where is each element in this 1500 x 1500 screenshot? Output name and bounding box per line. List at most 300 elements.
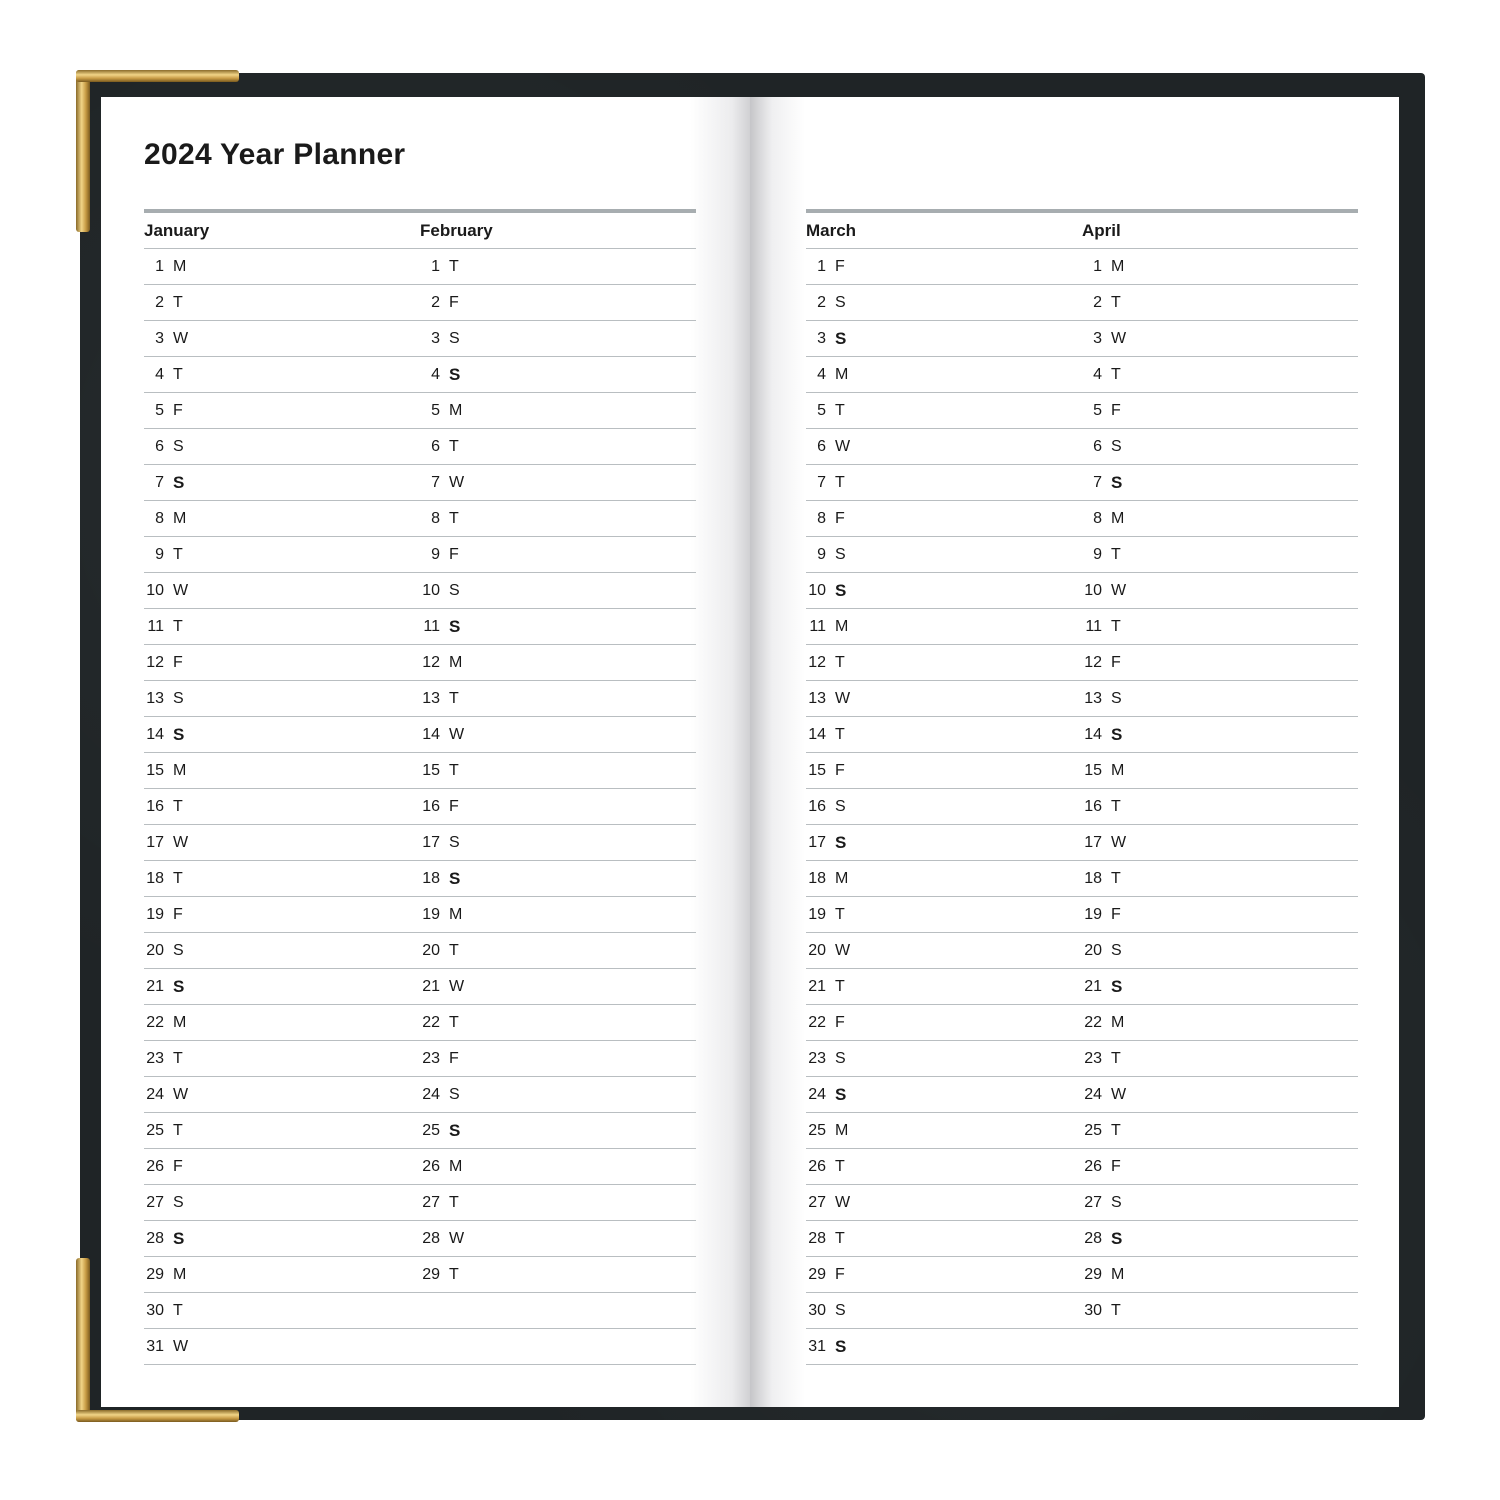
day-cell — [144, 573, 420, 608]
day-row — [144, 681, 696, 717]
day-cell — [144, 645, 420, 680]
day-number: 4 — [817, 366, 826, 383]
weekday-letter: W — [449, 474, 465, 491]
day-number: 23 — [146, 1050, 164, 1067]
weekday-letter: T — [835, 906, 845, 923]
day-row — [806, 789, 1358, 825]
weekday-letter: W — [835, 1194, 851, 1211]
weekday-letter: M — [1111, 258, 1125, 275]
day-number: 18 — [146, 870, 164, 887]
weekday-letter: T — [1111, 1122, 1121, 1139]
day-number: 31 — [808, 1338, 826, 1355]
weekday-letter: S — [449, 617, 461, 636]
weekday-letter: W — [1111, 582, 1127, 599]
day-number: 21 — [808, 978, 826, 995]
day-number: 17 — [808, 834, 826, 851]
day-cell — [144, 789, 420, 824]
day-cell — [1082, 1149, 1358, 1184]
day-cell — [144, 1257, 420, 1292]
day-row — [144, 501, 696, 537]
day-cell — [144, 897, 420, 932]
day-number: 31 — [146, 1338, 164, 1355]
day-cell — [420, 1005, 696, 1040]
day-number: 29 — [1084, 1266, 1102, 1283]
day-row — [806, 1221, 1358, 1257]
gutter-shadow — [690, 97, 750, 1407]
day-row — [144, 717, 696, 753]
day-row — [806, 681, 1358, 717]
day-cell — [1082, 465, 1358, 500]
weekday-letter: F — [173, 906, 183, 923]
day-number: 3 — [155, 330, 164, 347]
day-number: 19 — [146, 906, 164, 923]
day-cell — [144, 285, 420, 320]
day-number: 13 — [422, 690, 440, 707]
day-number: 29 — [808, 1266, 826, 1283]
day-cell — [1082, 393, 1358, 428]
day-number: 4 — [155, 366, 164, 383]
day-number: 14 — [808, 726, 826, 743]
day-number: 1 — [1093, 258, 1102, 275]
day-cell — [806, 285, 1082, 320]
day-number: 26 — [146, 1158, 164, 1175]
day-number: 20 — [808, 942, 826, 959]
day-cell — [420, 1185, 696, 1220]
weekday-letter: S — [835, 1050, 846, 1067]
day-number: 2 — [1093, 294, 1102, 311]
day-row — [806, 1329, 1358, 1365]
day-cell — [1082, 1077, 1358, 1112]
weekday-letter: M — [835, 618, 849, 635]
day-number: 24 — [1084, 1086, 1102, 1103]
day-number: 6 — [1093, 438, 1102, 455]
day-number: 12 — [808, 654, 826, 671]
day-row — [806, 1113, 1358, 1149]
day-cell — [420, 537, 696, 572]
page-title: 2024 Year Planner — [144, 138, 406, 171]
day-cell — [144, 537, 420, 572]
month-name: January — [144, 221, 210, 240]
day-cell — [806, 969, 1082, 1004]
weekday-letter: S — [1111, 725, 1123, 744]
weekday-letter: S — [1111, 1194, 1122, 1211]
day-number: 5 — [1093, 402, 1102, 419]
day-number: 8 — [1093, 510, 1102, 527]
day-number: 7 — [431, 474, 440, 491]
day-cell — [420, 681, 696, 716]
day-row — [144, 645, 696, 681]
day-number: 22 — [808, 1014, 826, 1031]
weekday-letter: F — [835, 1014, 845, 1031]
day-row — [144, 321, 696, 357]
day-cell — [806, 645, 1082, 680]
day-number: 17 — [422, 834, 440, 851]
weekday-letter: S — [449, 1086, 460, 1103]
day-row — [144, 1149, 696, 1185]
day-number: 8 — [155, 510, 164, 527]
weekday-letter: S — [449, 582, 460, 599]
day-row — [144, 1185, 696, 1221]
day-number: 16 — [146, 798, 164, 815]
day-number: 25 — [808, 1122, 826, 1139]
day-cell — [1082, 645, 1358, 680]
day-cell — [144, 861, 420, 896]
day-row — [144, 249, 696, 285]
weekday-letter: S — [835, 1085, 847, 1104]
weekday-letter: M — [835, 366, 849, 383]
day-row — [144, 357, 696, 393]
weekday-letter: T — [835, 474, 845, 491]
day-cell — [1082, 717, 1358, 752]
day-row — [806, 861, 1358, 897]
day-cell — [420, 1257, 696, 1292]
day-cell — [1082, 1005, 1358, 1040]
day-row — [806, 753, 1358, 789]
weekday-letter: S — [173, 725, 185, 744]
weekday-letter: S — [835, 798, 846, 815]
day-cell — [806, 1005, 1082, 1040]
weekday-letter: F — [1111, 654, 1121, 671]
weekday-letter: T — [1111, 294, 1121, 311]
weekday-letter: M — [449, 654, 463, 671]
weekday-letter: M — [449, 1158, 463, 1175]
day-number: 28 — [422, 1230, 440, 1247]
weekday-letter: S — [449, 869, 461, 888]
day-number: 26 — [1084, 1158, 1102, 1175]
day-row — [144, 1221, 696, 1257]
weekday-letter: T — [173, 366, 183, 383]
day-number: 24 — [146, 1086, 164, 1103]
weekday-letter: F — [1111, 402, 1121, 419]
day-cell — [420, 969, 696, 1004]
day-row — [144, 933, 696, 969]
day-cell — [806, 321, 1082, 356]
day-row — [806, 1293, 1358, 1329]
weekday-letter: S — [449, 330, 460, 347]
weekday-letter: W — [449, 978, 465, 995]
day-number: 4 — [1093, 366, 1102, 383]
weekday-letter: T — [173, 618, 183, 635]
day-number: 19 — [808, 906, 826, 923]
day-number: 11 — [423, 618, 440, 635]
weekday-letter: M — [173, 1266, 187, 1283]
right-month-table — [806, 209, 1358, 1365]
day-number: 5 — [155, 402, 164, 419]
day-row — [144, 609, 696, 645]
weekday-letter: S — [835, 581, 847, 600]
weekday-letter: T — [449, 1194, 459, 1211]
day-number: 27 — [146, 1194, 164, 1211]
day-number: 6 — [817, 438, 826, 455]
day-number: 16 — [808, 798, 826, 815]
weekday-letter: T — [835, 978, 845, 995]
day-row — [806, 1005, 1358, 1041]
day-number: 2 — [431, 294, 440, 311]
day-cell — [420, 753, 696, 788]
day-row — [144, 789, 696, 825]
weekday-letter: T — [835, 654, 845, 671]
day-number: 3 — [1093, 330, 1102, 347]
day-row — [144, 897, 696, 933]
day-number: 11 — [1085, 618, 1102, 635]
day-cell — [144, 717, 420, 752]
day-number: 10 — [808, 582, 826, 599]
day-number: 25 — [1084, 1122, 1102, 1139]
day-number: 16 — [1084, 798, 1102, 815]
day-cell — [806, 465, 1082, 500]
day-number: 7 — [817, 474, 826, 491]
day-number: 28 — [1084, 1230, 1102, 1247]
day-row — [806, 285, 1358, 321]
day-cell — [144, 429, 420, 464]
day-cell — [1082, 1113, 1358, 1148]
weekday-letter: W — [173, 1086, 189, 1103]
day-cell — [420, 1113, 696, 1148]
day-cell — [420, 609, 696, 644]
day-number: 25 — [146, 1122, 164, 1139]
day-cell — [144, 933, 420, 968]
weekday-letter: T — [173, 294, 183, 311]
day-cell — [144, 249, 420, 284]
weekday-letter: T — [1111, 798, 1121, 815]
day-row — [144, 1293, 696, 1329]
day-number: 3 — [431, 330, 440, 347]
day-number: 10 — [1084, 582, 1102, 599]
day-number: 29 — [146, 1266, 164, 1283]
day-cell — [806, 681, 1082, 716]
day-cell — [1082, 1257, 1358, 1292]
weekday-letter: T — [173, 1302, 183, 1319]
weekday-letter: S — [1111, 942, 1122, 959]
weekday-letter: T — [449, 258, 459, 275]
weekday-letter: M — [1111, 1014, 1125, 1031]
weekday-letter: M — [1111, 1266, 1125, 1283]
weekday-letter: T — [1111, 618, 1121, 635]
day-number: 14 — [1084, 726, 1102, 743]
day-number: 11 — [147, 618, 164, 635]
weekday-letter: M — [173, 762, 187, 779]
day-cell — [806, 753, 1082, 788]
day-number: 4 — [431, 366, 440, 383]
day-cell — [144, 825, 420, 860]
day-number: 18 — [808, 870, 826, 887]
day-cell — [806, 1041, 1082, 1076]
day-number: 15 — [1084, 762, 1102, 779]
weekday-letter: S — [835, 546, 846, 563]
day-row — [806, 1257, 1358, 1293]
weekday-letter: S — [835, 329, 847, 348]
month-header-row — [144, 213, 696, 249]
day-row — [806, 825, 1358, 861]
day-row — [806, 249, 1358, 285]
weekday-letter: F — [835, 258, 845, 275]
day-number: 13 — [808, 690, 826, 707]
weekday-letter: W — [1111, 330, 1127, 347]
day-number: 21 — [1084, 978, 1102, 995]
day-cell — [806, 861, 1082, 896]
weekday-letter: S — [1111, 690, 1122, 707]
day-cell — [144, 1077, 420, 1112]
weekday-letter: T — [1111, 366, 1121, 383]
day-row — [806, 897, 1358, 933]
day-row — [144, 429, 696, 465]
day-cell — [1082, 1329, 1358, 1364]
day-number: 27 — [1084, 1194, 1102, 1211]
day-cell — [420, 357, 696, 392]
day-row — [144, 573, 696, 609]
day-number: 6 — [431, 438, 440, 455]
day-number: 20 — [422, 942, 440, 959]
day-cell — [420, 933, 696, 968]
day-row — [144, 393, 696, 429]
day-cell — [1082, 681, 1358, 716]
day-row — [144, 1113, 696, 1149]
day-number: 27 — [808, 1194, 826, 1211]
day-number: 15 — [422, 762, 440, 779]
day-number: 22 — [146, 1014, 164, 1031]
day-cell — [1082, 789, 1358, 824]
day-number: 19 — [1084, 906, 1102, 923]
day-cell — [806, 357, 1082, 392]
day-cell — [420, 429, 696, 464]
day-number: 12 — [422, 654, 440, 671]
day-number: 30 — [808, 1302, 826, 1319]
day-cell — [420, 1293, 696, 1328]
weekday-letter: F — [449, 294, 459, 311]
weekday-letter: T — [173, 1122, 183, 1139]
day-row — [144, 861, 696, 897]
day-number: 28 — [146, 1230, 164, 1247]
day-number: 1 — [431, 258, 440, 275]
weekday-letter: W — [173, 330, 189, 347]
day-row — [144, 969, 696, 1005]
day-cell — [420, 1329, 696, 1364]
weekday-letter: S — [449, 365, 461, 384]
weekday-letter: M — [1111, 762, 1125, 779]
weekday-letter: W — [173, 1338, 189, 1355]
day-cell — [1082, 1185, 1358, 1220]
day-cell — [1082, 933, 1358, 968]
day-row — [806, 609, 1358, 645]
day-number: 8 — [431, 510, 440, 527]
day-number: 6 — [155, 438, 164, 455]
day-row — [144, 1077, 696, 1113]
weekday-letter: T — [1111, 1302, 1121, 1319]
weekday-letter: F — [173, 1158, 183, 1175]
day-row — [806, 969, 1358, 1005]
day-number: 7 — [155, 474, 164, 491]
day-number: 15 — [808, 762, 826, 779]
weekday-letter: W — [835, 438, 851, 455]
day-number: 8 — [817, 510, 826, 527]
day-cell — [806, 717, 1082, 752]
day-number: 12 — [1084, 654, 1102, 671]
day-row — [806, 393, 1358, 429]
weekday-letter: T — [449, 942, 459, 959]
day-number: 9 — [155, 546, 164, 563]
weekday-letter: F — [835, 762, 845, 779]
day-row — [806, 465, 1358, 501]
day-number: 9 — [817, 546, 826, 563]
day-number: 2 — [817, 294, 826, 311]
weekday-letter: T — [173, 1050, 183, 1067]
day-number: 14 — [422, 726, 440, 743]
weekday-letter: T — [835, 402, 845, 419]
day-row — [806, 1185, 1358, 1221]
day-number: 13 — [1084, 690, 1102, 707]
day-cell — [420, 789, 696, 824]
weekday-letter: F — [449, 1050, 459, 1067]
day-number: 23 — [422, 1050, 440, 1067]
weekday-letter: S — [1111, 977, 1123, 996]
day-number: 21 — [422, 978, 440, 995]
day-number: 10 — [422, 582, 440, 599]
day-cell — [806, 1149, 1082, 1184]
day-row — [806, 933, 1358, 969]
day-cell — [1082, 861, 1358, 896]
weekday-letter: M — [173, 510, 187, 527]
day-cell — [1082, 969, 1358, 1004]
day-number: 22 — [1084, 1014, 1102, 1031]
day-number: 29 — [422, 1266, 440, 1283]
weekday-letter: T — [1111, 870, 1121, 887]
day-cell — [144, 1149, 420, 1184]
weekday-letter: F — [835, 510, 845, 527]
day-cell — [420, 897, 696, 932]
day-cell — [1082, 897, 1358, 932]
day-number: 26 — [808, 1158, 826, 1175]
day-cell — [144, 393, 420, 428]
day-row — [144, 1329, 696, 1365]
day-row — [806, 717, 1358, 753]
weekday-letter: W — [835, 942, 851, 959]
day-cell — [806, 933, 1082, 968]
day-cell — [144, 681, 420, 716]
day-row — [806, 501, 1358, 537]
day-cell — [806, 1293, 1082, 1328]
weekday-letter: W — [173, 582, 189, 599]
weekday-letter: M — [449, 402, 463, 419]
day-cell — [420, 465, 696, 500]
day-number: 24 — [808, 1086, 826, 1103]
day-cell — [806, 609, 1082, 644]
day-number: 21 — [146, 978, 164, 995]
weekday-letter: M — [173, 258, 187, 275]
weekday-letter: S — [1111, 438, 1122, 455]
day-cell — [806, 393, 1082, 428]
left-month-table — [144, 209, 696, 1365]
weekday-letter: S — [173, 473, 185, 492]
day-cell — [144, 465, 420, 500]
weekday-letter: F — [449, 798, 459, 815]
day-row — [144, 753, 696, 789]
day-number: 5 — [817, 402, 826, 419]
day-cell — [420, 717, 696, 752]
weekday-letter: T — [449, 510, 459, 527]
day-cell — [420, 249, 696, 284]
weekday-letter: S — [173, 438, 184, 455]
day-cell — [144, 1113, 420, 1148]
weekday-letter: T — [173, 798, 183, 815]
weekday-letter: S — [835, 833, 847, 852]
day-cell — [806, 1257, 1082, 1292]
day-cell — [1082, 825, 1358, 860]
day-number: 11 — [809, 618, 826, 635]
weekday-letter: S — [1111, 473, 1123, 492]
day-number: 24 — [422, 1086, 440, 1103]
day-number: 27 — [422, 1194, 440, 1211]
day-cell — [1082, 321, 1358, 356]
